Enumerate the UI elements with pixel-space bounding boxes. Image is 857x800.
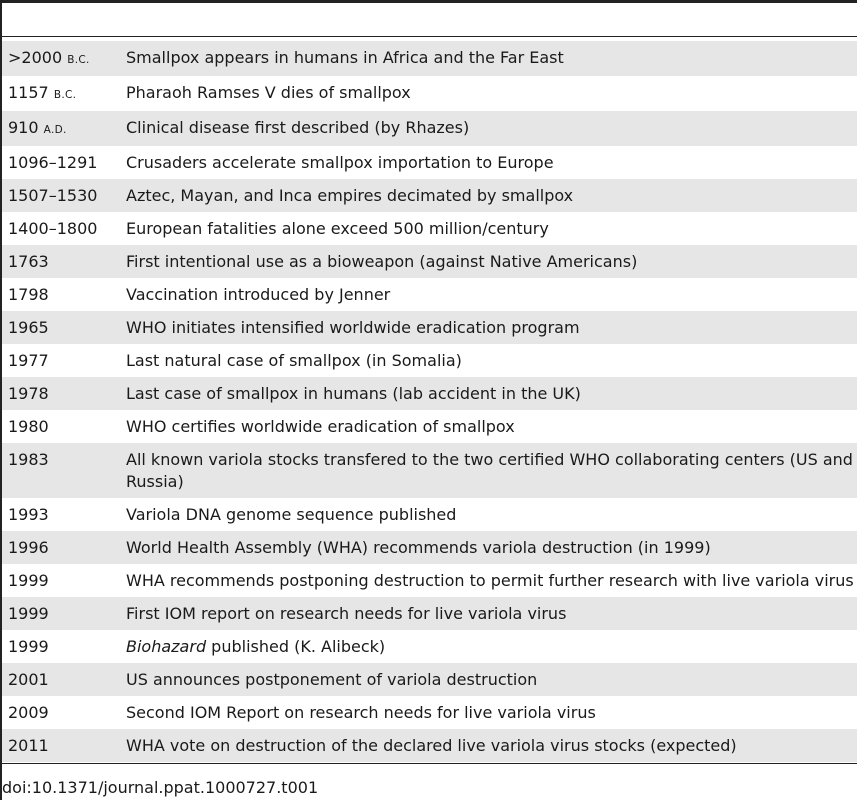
event-text: European fatalities alone exceed 500 million/century xyxy=(126,219,549,238)
event-text: published (K. Alibeck) xyxy=(206,637,386,656)
year-cell xyxy=(2,146,120,179)
event-cell xyxy=(120,179,857,212)
year-cell xyxy=(2,278,120,311)
year-cell xyxy=(2,377,120,410)
event-cell xyxy=(120,377,857,410)
event-cell xyxy=(120,76,857,111)
era-label: B.C. xyxy=(67,54,90,66)
table-row xyxy=(2,278,857,311)
event-cell xyxy=(120,212,857,245)
year-cell xyxy=(2,344,120,377)
year-value: 1980 xyxy=(8,417,49,436)
table-row xyxy=(2,111,857,146)
table-row xyxy=(2,729,857,762)
event-cell xyxy=(120,531,857,564)
event-cell xyxy=(120,146,857,179)
table-row xyxy=(2,663,857,696)
table-row xyxy=(2,311,857,344)
event-text: Aztec, Mayan, and Inca empires decimated by smallpox xyxy=(126,186,574,205)
year-cell xyxy=(2,564,120,597)
event-text: Last natural case of smallpox (in Somalia) xyxy=(126,351,462,370)
year-value: 2011 xyxy=(8,736,49,755)
year-cell xyxy=(2,663,120,696)
table-row xyxy=(2,531,857,564)
year-cell xyxy=(2,597,120,630)
table-row xyxy=(2,410,857,443)
year-value: 910 xyxy=(8,118,39,137)
event-text: Smallpox appears in humans in Africa and the Far East xyxy=(126,48,564,67)
event-cell xyxy=(120,663,857,696)
year-value: 1157 xyxy=(8,83,49,102)
year-value: 1507–1530 xyxy=(8,186,98,205)
table-row xyxy=(2,696,857,729)
event-text: World Health Assembly (WHA) recommends variola destruction (in 1999) xyxy=(126,538,711,557)
table-row xyxy=(2,344,857,377)
year-value: 2009 xyxy=(8,703,49,722)
event-text: WHA recommends postponing destruction to permit further research with live variola virus xyxy=(126,571,854,590)
event-text: Variola DNA genome sequence published xyxy=(126,505,457,524)
event-text: US announces postponement of variola destruction xyxy=(126,670,538,689)
event-text: Crusaders accelerate smallpox importation to Europe xyxy=(126,153,554,172)
event-cell xyxy=(120,564,857,597)
year-value: 1798 xyxy=(8,285,49,304)
book-title: Biohazard xyxy=(126,637,207,656)
table-row xyxy=(2,76,857,111)
table-row xyxy=(2,245,857,278)
year-value: 1400–1800 xyxy=(8,219,98,238)
event-cell xyxy=(120,344,857,377)
event-cell xyxy=(120,498,857,531)
year-cell xyxy=(2,311,120,344)
year-value: 1965 xyxy=(8,318,49,337)
table-row xyxy=(2,630,857,663)
year-value: 2001 xyxy=(8,670,49,689)
year-cell xyxy=(2,212,120,245)
table-row xyxy=(2,146,857,179)
event-text: Vaccination introduced by Jenner xyxy=(126,285,391,304)
year-cell xyxy=(2,179,120,212)
event-text: Pharaoh Ramses V dies of smallpox xyxy=(126,83,411,102)
event-text: Second IOM Report on research needs for live variola virus xyxy=(126,703,596,722)
event-text: All known variola stocks transfered to the two certified WHO collaborating centers (US and Russia) xyxy=(126,450,853,491)
year-cell xyxy=(2,729,120,762)
year-value: 1993 xyxy=(8,505,49,524)
event-cell xyxy=(120,410,857,443)
event-text: WHA vote on destruction of the declared live variola virus stocks (expected) xyxy=(126,736,737,755)
year-cell xyxy=(2,696,120,729)
table-row xyxy=(2,212,857,245)
year-cell xyxy=(2,531,120,564)
event-cell xyxy=(120,245,857,278)
year-value: 1763 xyxy=(8,252,49,271)
year-value: 1978 xyxy=(8,384,49,403)
year-cell xyxy=(2,410,120,443)
event-cell xyxy=(120,597,857,630)
table-row xyxy=(2,597,857,630)
event-cell xyxy=(120,729,857,762)
header-rule xyxy=(0,36,857,37)
year-value: 1096–1291 xyxy=(8,153,98,172)
table-row xyxy=(2,377,857,410)
event-cell xyxy=(120,443,857,498)
year-value: >2000 xyxy=(8,48,63,67)
event-text: First intentional use as a bioweapon (against Native Americans) xyxy=(126,252,638,271)
year-cell xyxy=(2,111,120,146)
year-cell xyxy=(2,76,120,111)
event-cell xyxy=(120,696,857,729)
timeline-table xyxy=(2,41,857,762)
year-value: 1983 xyxy=(8,450,49,469)
year-value: 1999 xyxy=(8,604,49,623)
bottom-rule xyxy=(0,763,857,764)
table-header xyxy=(0,3,857,36)
event-text: First IOM report on research needs for live variola virus xyxy=(126,604,567,623)
year-value: 1999 xyxy=(8,637,49,656)
table-row xyxy=(2,41,857,76)
year-value: 1999 xyxy=(8,571,49,590)
doi-caption[interactable]: doi:10.1371/journal.ppat.1000727.t001 xyxy=(2,778,319,797)
event-cell xyxy=(120,311,857,344)
timeline-body xyxy=(2,41,857,762)
event-text: WHO certifies worldwide eradication of smallpox xyxy=(126,417,515,436)
table-row xyxy=(2,564,857,597)
table-row xyxy=(2,443,857,498)
year-cell xyxy=(2,41,120,76)
era-label: A.D. xyxy=(43,124,67,136)
year-cell xyxy=(2,443,120,498)
table-row xyxy=(2,498,857,531)
event-cell xyxy=(120,278,857,311)
event-cell xyxy=(120,41,857,76)
table-row xyxy=(2,179,857,212)
event-text: Last case of smallpox in humans (lab accident in the UK) xyxy=(126,384,581,403)
year-cell xyxy=(2,245,120,278)
event-cell xyxy=(120,111,857,146)
year-value: 1977 xyxy=(8,351,49,370)
era-label: B.C. xyxy=(53,89,77,101)
event-cell xyxy=(120,630,857,663)
year-cell xyxy=(2,498,120,531)
year-cell xyxy=(2,630,120,663)
year-value: 1996 xyxy=(8,538,49,557)
event-text: Clinical disease first described (by Rhazes) xyxy=(126,118,470,137)
event-text: WHO initiates intensified worldwide eradication program xyxy=(126,318,580,337)
